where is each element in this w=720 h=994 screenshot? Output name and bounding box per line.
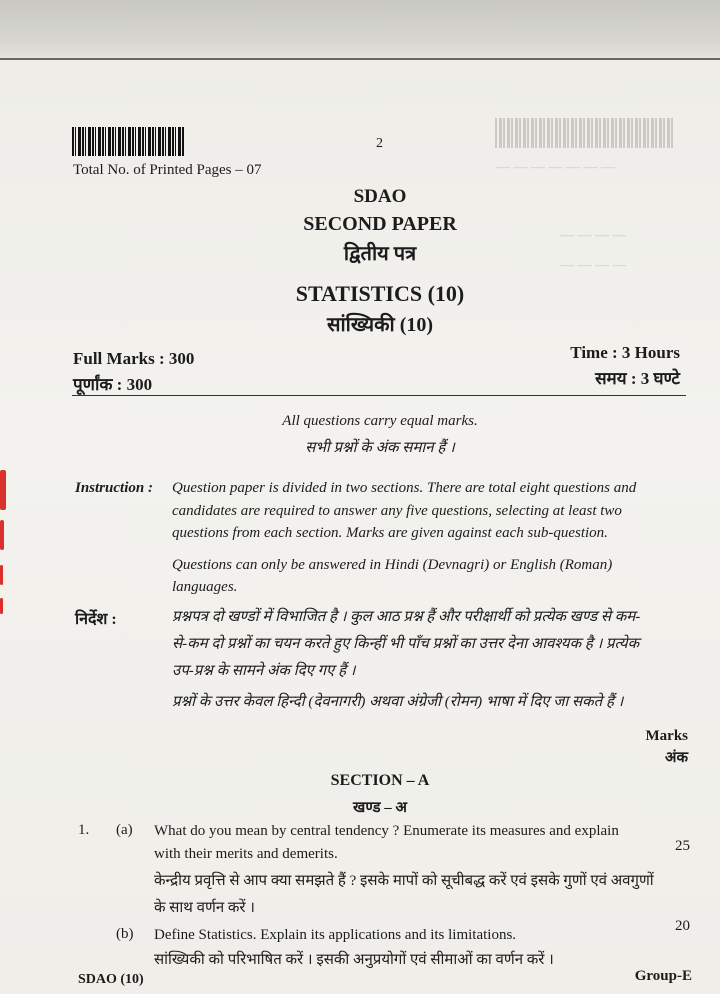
page-number: 2 <box>376 136 383 151</box>
footer-code: SDAO (10) <box>78 972 144 987</box>
instruction-line: languages. <box>172 579 238 595</box>
page-edge <box>0 58 720 60</box>
footer-group: Group-E <box>634 968 692 984</box>
question-line: What do you mean by central tendency ? Enumerate its measures and explain <box>154 823 619 839</box>
marks-heading: Marks <box>645 728 688 744</box>
question-line: with their merits and demerits. <box>154 846 338 862</box>
red-ink-mark <box>0 598 3 614</box>
question-1a <box>154 820 674 920</box>
nirdesh-text <box>172 604 692 716</box>
section-title: SECTION – A <box>330 772 430 789</box>
red-ink-mark <box>0 470 6 510</box>
paper-title: SECOND PAPER <box>303 213 457 235</box>
time: Time : 3 Hours <box>570 343 680 362</box>
instruction-line: Question paper is divided in two sections. There are total eight questions and <box>172 480 637 496</box>
subquestion-label: (b) <box>116 926 134 942</box>
nirdesh-line: से-कम दो प्रश्नों का चयन करते हुए किन्हीं भी पाँच प्रश्नों का उत्तर देना आवश्यक है । प्रत्येक <box>172 636 640 652</box>
printed-pages: Total No. of Printed Pages – 07 <box>73 162 262 178</box>
marks-heading-hindi: अंक <box>665 750 688 766</box>
header-rule <box>72 395 686 396</box>
bleed-through-barcode <box>495 118 675 148</box>
question-number: 1. <box>78 822 90 838</box>
exam-code: SDAO <box>353 186 407 207</box>
barcode <box>72 127 184 156</box>
subject-title: STATISTICS (10) <box>295 281 465 306</box>
bleed-through-text: — — — — <box>560 228 627 243</box>
nirdesh-line: उप-प्रश्न के सामने अंक दिए गए हैं । <box>172 663 356 679</box>
section-title-hindi: खण्ड – अ <box>353 800 407 816</box>
equal-marks-note-hindi: सभी प्रश्नों के अंक समान हैं । <box>305 440 455 456</box>
question-line-hindi: केन्द्रीय प्रवृत्ति से आप क्या समझते हैं ? इसके मापों को सूचीबद्ध करें एवं इसके गुणों एवं अवगुणों <box>154 873 654 889</box>
paper-title-hindi: द्वितीय पत्र <box>343 243 417 265</box>
marks-1b: 20 <box>675 918 690 934</box>
question-1b <box>154 924 674 972</box>
full-marks-hindi: पूर्णांक : 300 <box>73 375 153 394</box>
time-hindi: समय : 3 घण्टे <box>595 369 680 388</box>
marks-1a: 25 <box>675 838 690 854</box>
instruction-line: candidates are required to answer any five questions, selecting at least two <box>172 502 622 519</box>
instruction-text <box>172 477 692 599</box>
question-line-hindi: सांख्यिकी को परिभाषित करें । इसकी अनुप्रयोगों एवं सीमाओं का वर्णन करें । <box>154 952 554 968</box>
nirdesh-line: प्रश्नपत्र दो खण्डों में विभाजित है । कुल आठ प्रश्न हैं और परीक्षार्थी को प्रत्येक खण्ड से कम- <box>172 609 641 625</box>
bleed-through-text: — — — — <box>560 258 627 273</box>
equal-marks-note: All questions carry equal marks. <box>282 413 478 429</box>
instruction-line: Questions can only be answered in Hindi (Devnagri) or English (Roman) <box>172 556 613 573</box>
nirdesh-line: प्रश्नों के उत्तर केवल हिन्दी (देवनागरी) अथवा अंग्रेजी (रोमन) भाषा में दिए जा सकते हैं । <box>172 694 624 710</box>
scan-background <box>0 0 720 58</box>
question-line-hindi: के साथ वर्णन करें । <box>154 900 255 916</box>
subject-title-hindi: सांख्यिकी (10) <box>326 314 434 336</box>
question-line: Define Statistics. Explain its applications and its limitations. <box>154 927 517 943</box>
red-ink-mark <box>0 565 3 585</box>
red-ink-mark <box>0 520 4 550</box>
subquestion-label: (a) <box>116 822 133 838</box>
bleed-through-text: — — — — — — — <box>496 160 615 175</box>
instruction-line: questions from each section. Marks are given against each sub-question. <box>172 525 608 541</box>
instruction-label: Instruction : <box>75 480 153 496</box>
full-marks: Full Marks : 300 <box>73 349 195 368</box>
nirdesh-label: निर्देश : <box>75 611 117 628</box>
